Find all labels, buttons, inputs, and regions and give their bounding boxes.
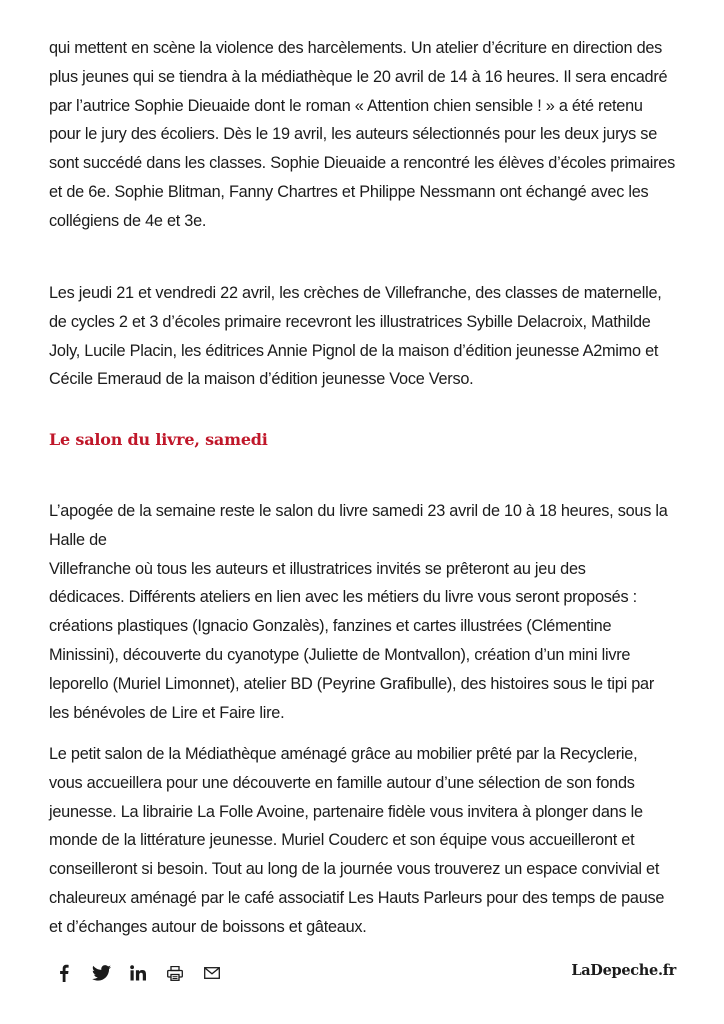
text-line: créations plastiques (Ignacio Gonzalès), fanzines et cartes illustrées (Clémentine [49,617,612,636]
text-line: vous accueillera pour une découverte en famille autour d’une sélection de son fonds [49,773,635,792]
text-line: Villefranche où tous les auteurs et illustratrices invités se prêteront au jeu des [49,559,586,578]
text-line: Le petit salon de la Médiathèque aménagé grâce au mobilier prêté par la Recyclerie, [49,745,638,763]
text-line: monde de la littérature jeunesse. Muriel Couderc et son équipe vous accueilleront et [49,831,635,850]
text-line: jeunesse. La librairie La Folle Avoine, partenaire fidèle vous invitera à plonger dans le [49,802,643,821]
linkedin-icon[interactable] [127,962,149,984]
text-line: qui mettent en scène la violence des harcèlements. Un atelier d’écriture en direction des [49,39,663,57]
text-line: et de 6e. Sophie Blitman, Fanny Chartres et Philippe Nessmann ont échangé avec les [49,182,649,201]
text-line: L’apogée de la semaine reste le salon du livre samedi 23 avril de 10 à 18 heures, sous la [49,502,668,520]
text-line: et d’échanges autour de boissons et gâteaux. [49,917,367,936]
paragraph-4 [49,740,681,942]
text-line: les bénévoles de Lire et Faire lire. [49,703,285,722]
print-icon[interactable] [164,962,186,984]
paragraph-3 [49,497,681,727]
text-line: Halle de [49,530,107,549]
section-heading: Le salon du livre, samedi [49,430,268,449]
brand-logo[interactable]: LaDepeche.fr [571,962,676,979]
text-line: dédicaces. Différents ateliers en lien avec les métiers du livre vous seront proposés : [49,588,637,607]
twitter-icon[interactable] [90,962,112,984]
facebook-icon[interactable] [53,962,75,984]
text-line: Minissini), découverte du cyanotype (Juliette de Montvallon), création d’un mini livre [49,645,631,664]
text-line: par l’autrice Sophie Dieuaide dont le roman « Attention chien sensible ! » a été retenu [49,96,643,115]
text-line: leporello (Muriel Limonnet), atelier BD (Peyrine Grafibulle), des histoires sous le tipi par [49,674,654,693]
text-line: de cycles 2 et 3 d’écoles primaire recevront les illustratrices Sybille Delacroix, Mathilde [49,312,651,331]
share-bar [53,962,223,984]
email-icon[interactable] [201,962,223,984]
text-line: collégiens de 4e et 3e. [49,211,207,230]
text-line: chaleureux aménagé par le café associatif Les Hauts Parleurs pour des temps de pause [49,888,665,907]
text-line: Joly, Lucile Placin, les éditrices Annie Pignol de la maison d’édition jeunesse A2mimo et [49,341,659,360]
text-line: sont succédé dans les classes. Sophie Dieuaide a rencontré les élèves d’écoles primaires [49,154,675,173]
text-line: Cécile Emeraud de la maison d’édition jeunesse Voce Verso. [49,370,474,389]
paragraph-1 [49,34,681,236]
text-line: Les jeudi 21 et vendredi 22 avril, les crèches de Villefranche, des classes de maternelle, [49,284,662,302]
text-line: conseilleront si besoin. Tout au long de la journée vous trouverez un espace convivial et [49,860,660,879]
text-line: plus jeunes qui se tiendra à la médiathèque le 20 avril de 14 à 16 heures. Il sera encadré [49,67,668,86]
paragraph-2 [49,279,681,394]
text-line: pour le jury des écoliers. Dès le 19 avril, les auteurs sélectionnés pour les deux jurys se [49,125,658,144]
